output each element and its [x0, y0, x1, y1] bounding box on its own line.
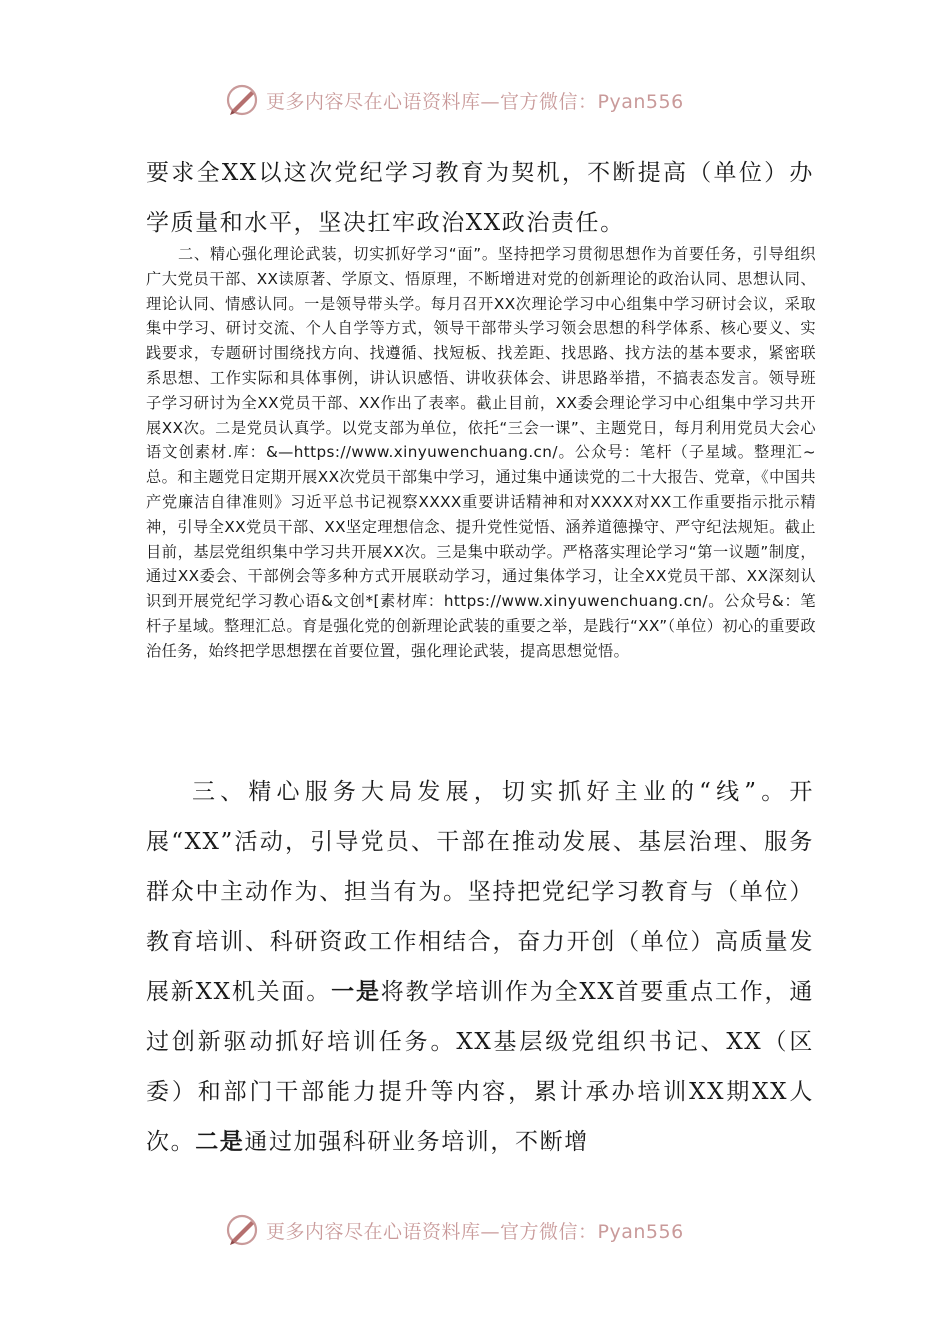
paragraph-3-text-c: 通过加强科研业务培训，不断增 — [244, 1129, 589, 1155]
watermark-footer — [224, 1210, 744, 1250]
paragraph-3-text-b: 将教学培训作为全XX首要重点工作，通过创新驱动抓好培训任务。XX基层级党组织书记、XX（区委）和部门干部能力提升等内容，累计承办培训XX期XX人次。 — [146, 979, 814, 1155]
pen-logo-icon — [224, 1212, 260, 1248]
paragraph-3-bold-2: 二是 — [195, 1128, 245, 1155]
watermark-wechat-id: Pyan556 — [597, 1220, 684, 1243]
watermark-header — [224, 80, 744, 120]
watermark-wechat-id: Pyan556 — [597, 90, 684, 113]
paragraph-2: 二、精心强化理论武装，切实抓好学习“面”。坚持把学习贯彻思想作为首要任务，引导组织广大党员干部、XX读原著、学原文、悟原理，不断增进对党的创新理论的政治认同、思想认同、理论认同、情感认同。一是领导带头学。每月召开XX次理论学习中心组集中学习研讨会议，采取集中学习、研讨交流、个人自学等方式，领导干部带头学习领会思想的科学体系、核心要义、实践要求，专题研讨围绕找方向、找遵循、找短板、找差距、找思路、找方法的基本要求，紧密联系思想、工作实际和具体事例，讲认识感悟、讲收获体会、讲思路举措，不搞表态发言。领导班子学习研讨为全XX党员干部、XX作出了表率。截止目前，XX委会理论学习中心组集中学习共开展XX次。二是党员认真学。以党支部为单位，依托“三会一课”、主题党日，每月利用党员大会心语文创素材.库：&—https://www.xinyuwenchuang.cn/。公众号：笔杆（子星域。整理汇~总。和主题党日定期开展XX次党员干部集中学习，通过集中通读党的二十大报告、党章，《中国共产党廉洁自律准则》习近平总书记视察XXXX重要讲话精神和对XXXX对XX工作重要指示批示精神，引导全XX党员干部、XX坚定理想信念、提升党性觉悟、涵养道德操守、严守纪法规矩。截止目前，基层党组织集中学习共开展XX次。三是集中联动学。严格落实理论学习“第一议题”制度，通过XX委会、干部例会等多种方式开展联动学习，通过集体学习，让全XX党员干部、XX深刻认识到开展党纪学习教心语&文创*[素材库：https://www.xinyuwenchuang.cn/。公众号&：笔杆子星域。整理汇总。育是强化党的创新理论武装的重要之举，是践行“XX”（单位）初心的重要政治任务，始终把学思想摆在首要位置，强化理论武装，提高思想觉悟。 — [146, 245, 816, 660]
pen-logo-icon — [224, 82, 260, 118]
watermark-text: 更多内容尽在心语资料库—官方微信：Pyan556 — [266, 1220, 684, 1243]
paragraph-3-text-a: 三、精心服务大局发展，切实抓好主业的“线”。开展“XX”活动，引导党员、干部在推动发展、基层治理、服务群众中主动作为、担当有为。坚持把党纪学习教育与（单位）教育培训、科研资政工作相结合，奋力开创（单位）高质量发展新XX机关面。 — [146, 779, 814, 1005]
paragraph-1: 要求全XX以这次党纪学习教育为契机，不断提高（单位）办学质量和水平，坚决扛牢政治XX政治责任。 — [146, 160, 814, 236]
watermark-text: 更多内容尽在心语资料库—官方微信：Pyan556 — [266, 90, 684, 113]
paragraph-3-bold-1: 一是 — [331, 978, 381, 1005]
paragraph-3 — [146, 767, 814, 1167]
